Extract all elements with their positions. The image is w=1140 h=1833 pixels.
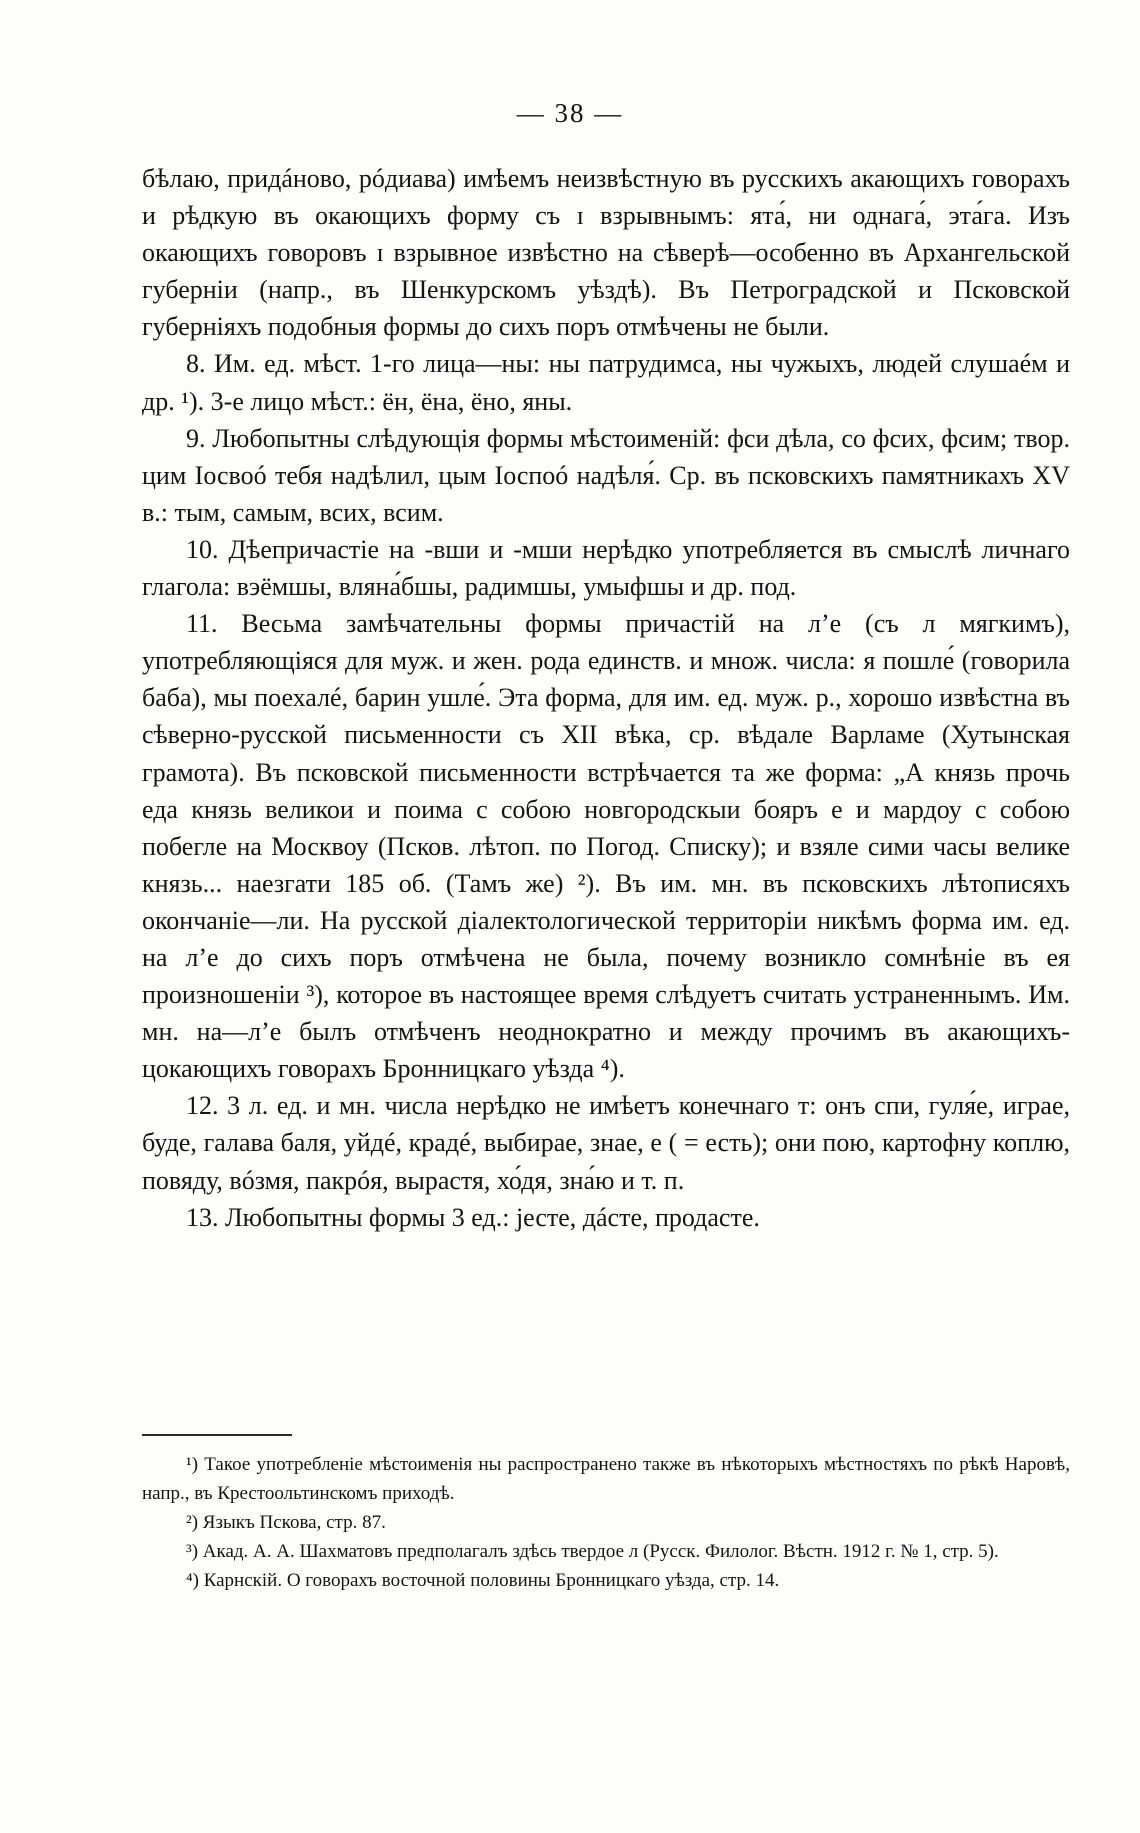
paragraph-13: 13. Любопытны формы 3 ед.: јесте, дáсте, продасте. — [186, 1202, 760, 1232]
paragraph-12: 12. 3 л. ед. и мн. числа нерѣдко не имѣетъ конечнаго т: онъ спи, гуля́е, играе, буде, галава баля, уйдé, крадé, выбирае, знае, е ( = есть); они пою, картофну коплю, повяду, вóзмя, пакрóя, вырастя, хо́дя, зна́ю и т. п. — [142, 1091, 1070, 1195]
footnote-3: ³) Акад. А. А. Шахматовъ предполагалъ здѣсь твердое л (Русск. Филолог. Вѣстн. 1912 г. № 1, стр. 5). — [186, 1541, 999, 1562]
paragraph-9: 9. Любопытны слѣдующія формы мѣстоименій: фси дѣла, со фсих, фсим; твор. цим Іосвоó тебя надѣлил, цым Іоспоó надѣля́. Ср. въ псковскихъ памятникахъ XV в.: тым, самым, всих, всим. — [142, 423, 1070, 527]
main-text — [142, 160, 1070, 1236]
footnote-2: ²) Языкъ Пскова, стр. 87. — [186, 1512, 386, 1533]
footnotes — [142, 1450, 1070, 1595]
paragraph-8: 8. Им. ед. мѣст. 1-го лица—ны: ны патрудимса, ны чужыхъ, людей слушаéм и др. ¹). 3-е лицо мѣст.: ён, ёна, ёно, яны. — [142, 349, 1070, 416]
page-number: — 38 — — [516, 98, 624, 128]
footnote-4: ⁴) Карнскій. О говорахъ восточной половины Бронницкаго уѣзда, стр. 14. — [186, 1570, 780, 1591]
footnote-1: ¹) Такое употребленіе мѣстоименія ны распространено также въ нѣкоторыхъ мѣстностяхъ по рѣкѣ Наровѣ, напр., въ Крестоольтинскомъ приходѣ. — [142, 1454, 1070, 1504]
paragraph-10: 10. Дѣепричастіе на -вши и -мши нерѣдко употребляется въ смыслѣ личнаго глагола: вэёмшы, вляна́бшы, радимшы, умыфшы и др. под. — [142, 534, 1070, 602]
footnote-separator — [142, 1434, 292, 1436]
paragraph-continuation: бѣлаю, придáново, рóдиава) имѣемъ неизвѣстную въ русскихъ акающихъ говорахъ и рѣдкую въ окающихъ форму съ ɪ взрывнымъ: ята́, ни однага́, эта́га. Изъ окающихъ говоровъ ɪ взрывное извѣстно на сѣверѣ—особенно въ Архангельской губерніи (напр., въ Шенкурскомъ уѣздѣ). Въ Петроградской и Псковской губерніяхъ подобныя формы до сихъ поръ отмѣчены не были. — [142, 164, 1070, 342]
paragraph-11: 11. Весьма замѣчательны формы причастій на л’е (съ л мягкимъ), употребляющіяся для муж. и жен. рода единств. и множ. числа: я пошле́ (говорила баба), мы поехалé, барин ушле́. Эта форма, для им. ед. муж. р., хорошо извѣстна въ сѣверно-русской письменности съ XII вѣка, ср. вѣдале Варламе (Хутынская грамота). Въ псковской письменности встрѣчается та же форма: „А князь прочь еда князь великои и поима с собою новгородскыи бояръ е и мардоу с собою побегле на Москвоу (Псков. лѣтоп. по Погод. Спиcку); и взяле сими часы велике князь... наезгати 185 об. (Тамъ же) ²). Въ им. мн. въ псковскихъ лѣтописяхъ окончаніе—ли. На русской діалектологической территоріи никѣмъ форма им. ед. на л’е до сихъ поръ отмѣчена не была, почему возникло сомнѣніе въ ея произношеніи ³), которое въ настоящее время слѣдуетъ считать устраненнымъ. Им. мн. на—л’е былъ отмѣченъ неоднократно и между прочимъ въ акающихъ-цокающихъ говорахъ Бронницкаго уѣзда ⁴). — [142, 609, 1070, 1084]
